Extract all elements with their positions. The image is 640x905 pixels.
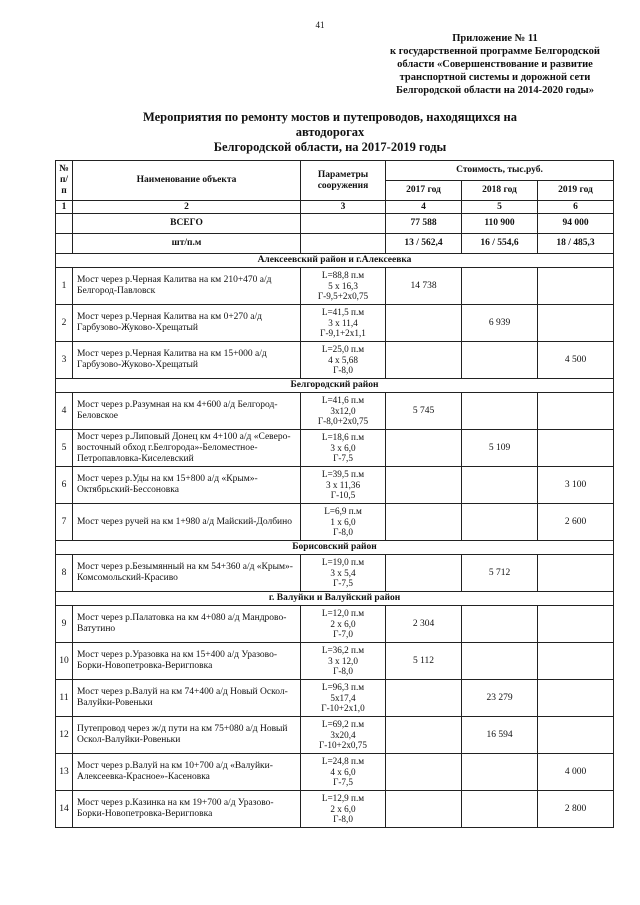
title-line: Белгородской области, на 2017-2019 годы <box>213 140 447 154</box>
bridge-row <box>56 430 614 467</box>
cost-2019 <box>538 393 614 430</box>
structure-params <box>301 791 386 828</box>
total-2018: 110 900 <box>462 214 538 234</box>
district-name: Борисовский район <box>56 541 614 555</box>
bridge-row <box>56 504 614 541</box>
cost-2017 <box>386 754 462 791</box>
structure-params <box>301 430 386 467</box>
object-name: Мост через р.Черная Калитва на км 15+000 а/д Гарбузово-Жуково-Хрещатый <box>73 342 301 379</box>
param-line: Г-8,0 <box>333 666 353 677</box>
param-line: L=25,0 п.м <box>321 343 365 354</box>
cost-2018: 23 279 <box>462 680 538 717</box>
param-line: L=96,3 п.м <box>321 681 365 692</box>
units-row <box>56 234 614 254</box>
structure-params <box>301 555 386 592</box>
bridge-row <box>56 555 614 592</box>
param-line: L=24,8 п.м <box>321 755 365 766</box>
cost-2018 <box>462 268 538 305</box>
bridge-row <box>56 467 614 504</box>
cost-2018: 5 712 <box>462 555 538 592</box>
cost-2019: 2 800 <box>538 791 614 828</box>
cost-2017 <box>386 467 462 504</box>
param-line: 5x17,4 <box>330 692 356 703</box>
cost-2019: 4 000 <box>538 754 614 791</box>
total-2017: 77 588 <box>386 214 462 234</box>
cost-2019 <box>538 305 614 342</box>
param-line: 3x20,4 <box>330 729 356 740</box>
row-number: 6 <box>56 467 73 504</box>
structure-params <box>301 680 386 717</box>
object-name: Мост через р.Валуй на км 10+700 а/д «Валуйки-Алексеевка-Красное»-Касеновка <box>73 754 301 791</box>
units-2019: 18 / 485,3 <box>538 234 614 254</box>
row-number: 3 <box>56 342 73 379</box>
cost-2019 <box>538 717 614 754</box>
param-line: 5 x 16,3 <box>328 280 358 291</box>
param-line: L=12,0 п.м <box>321 607 365 618</box>
bridge-row <box>56 791 614 828</box>
district-row <box>56 592 614 606</box>
structure-params <box>301 268 386 305</box>
param-line: L=39,5 п.м <box>321 468 365 479</box>
district-row <box>56 379 614 393</box>
param-line: L=69,2 п.м <box>321 718 365 729</box>
colnum: 2 <box>73 201 301 214</box>
row-number: 12 <box>56 717 73 754</box>
units-label: шт/п.м <box>73 234 301 254</box>
param-line: Г-9,1+2x1,1 <box>320 328 366 339</box>
title-line: Мероприятия по ремонту мостов и путепроводов, находящихся на автодорогах <box>142 110 517 139</box>
header-cost: Стоимость, тыс.руб. <box>386 161 614 181</box>
bridge-row <box>56 754 614 791</box>
district-row <box>56 254 614 268</box>
structure-params <box>301 717 386 754</box>
cost-2018 <box>462 754 538 791</box>
param-line: L=88,8 п.м <box>321 269 365 280</box>
row-number: 4 <box>56 393 73 430</box>
cost-2017: 5 112 <box>386 643 462 680</box>
bridge-row <box>56 342 614 379</box>
bridge-row <box>56 643 614 680</box>
param-line: Г-7,5 <box>333 578 353 589</box>
row-number: 9 <box>56 606 73 643</box>
param-line: 2 x 6,0 <box>330 803 356 814</box>
cost-2017: 2 304 <box>386 606 462 643</box>
param-line: Г-8,0 <box>333 527 353 538</box>
object-name: Мост через ручей на км 1+980 а/д Майский-Долбино <box>73 504 301 541</box>
cost-2018 <box>462 504 538 541</box>
cost-2019 <box>538 643 614 680</box>
header-name: Наименование объекта <box>73 161 301 201</box>
colnum: 1 <box>56 201 73 214</box>
object-name: Мост через р.Уразовка на км 15+400 а/д Уразово-Борки-Новопетровка-Веригповка <box>73 643 301 680</box>
appendix-line: транспортной системы и дорожной сети <box>399 72 591 83</box>
row-number: 13 <box>56 754 73 791</box>
bridge-row <box>56 680 614 717</box>
district-name: Белгородский район <box>56 379 614 393</box>
appendix-line: Белгородской области на 2014-2020 годы» <box>396 85 594 96</box>
cost-2019 <box>538 268 614 305</box>
structure-params <box>301 643 386 680</box>
param-line: Г-10,5 <box>330 490 356 501</box>
appendix-line: области «Совершенствование и развитие <box>397 59 593 70</box>
object-name: Мост через р.Уды на км 15+800 а/д «Крым»-Октябрьский-Бессоновка <box>73 467 301 504</box>
param-line: L=12,9 п.м <box>321 792 365 803</box>
appendix-line: к государственной программе Белгородской <box>390 46 600 57</box>
param-line: L=41,6 п.м <box>321 394 365 405</box>
cost-2017 <box>386 342 462 379</box>
param-line: 3x12,0 <box>330 405 356 416</box>
param-line: L=18,6 п.м <box>321 431 365 442</box>
cost-2019: 2 600 <box>538 504 614 541</box>
header-2017: 2017 год <box>386 181 462 201</box>
total-row <box>56 214 614 234</box>
bridge-row <box>56 268 614 305</box>
param-line: 3 x 5,4 <box>330 567 356 578</box>
structure-params <box>301 467 386 504</box>
row-number: 2 <box>56 305 73 342</box>
colnum: 3 <box>301 201 386 214</box>
cost-2018 <box>462 643 538 680</box>
appendix-line: Приложение № 11 <box>452 33 538 44</box>
structure-params <box>301 606 386 643</box>
cost-2019 <box>538 606 614 643</box>
param-line: L=36,2 п.м <box>321 644 365 655</box>
cost-2018 <box>462 342 538 379</box>
param-line: 4 x 5,68 <box>328 354 358 365</box>
row-number: 7 <box>56 504 73 541</box>
object-name: Путепровод через ж/д пути на км 75+080 а/д Новый Оскол-Валуйки-Ровеньки <box>73 717 301 754</box>
object-name: Мост через р.Валуй на км 74+400 а/д Новый Оскол-Валуйки-Ровеньки <box>73 680 301 717</box>
object-name: Мост через р.Разумная на км 4+600 а/д Белгород-Беловское <box>73 393 301 430</box>
cost-2017 <box>386 680 462 717</box>
header-params: Параметры сооружения <box>301 161 386 201</box>
district-row <box>56 541 614 555</box>
row-number: 5 <box>56 430 73 467</box>
structure-params <box>301 504 386 541</box>
bridge-row <box>56 717 614 754</box>
param-line: Г-7,0 <box>333 629 353 640</box>
param-line: Г-8,0 <box>333 814 353 825</box>
structure-params <box>301 342 386 379</box>
bridge-row <box>56 606 614 643</box>
header-num: № п/п <box>56 161 73 201</box>
cost-2019 <box>538 680 614 717</box>
param-line: Г-7,5 <box>333 453 353 464</box>
cost-2017 <box>386 791 462 828</box>
structure-params <box>301 305 386 342</box>
colnum: 4 <box>386 201 462 214</box>
cost-2017 <box>386 555 462 592</box>
row-number: 8 <box>56 555 73 592</box>
cost-2018 <box>462 791 538 828</box>
units-2018: 16 / 554,6 <box>462 234 538 254</box>
param-line: 3 x 6,0 <box>330 442 356 453</box>
district-name: г. Валуйки и Валуйский район <box>56 592 614 606</box>
bridge-row <box>56 393 614 430</box>
cost-2017: 5 745 <box>386 393 462 430</box>
param-line: Г-8,0 <box>333 365 353 376</box>
bridges-table <box>55 160 614 828</box>
param-line: 1 x 6,0 <box>330 516 356 527</box>
cost-2017 <box>386 305 462 342</box>
column-numbers-row <box>56 201 614 214</box>
object-name: Мост через р.Черная Калитва на км 210+470 а/д Белгород-Павловск <box>73 268 301 305</box>
cost-2018 <box>462 467 538 504</box>
param-line: L=41,5 п.м <box>321 306 365 317</box>
param-line: 3 x 11,4 <box>328 317 358 328</box>
structure-params <box>301 393 386 430</box>
object-name: Мост через р.Казинка на км 19+700 а/д Уразово-Борки-Новопетровка-Веригповка <box>73 791 301 828</box>
cost-2017: 14 738 <box>386 268 462 305</box>
param-line: 2 x 6,0 <box>330 618 356 629</box>
header-row <box>56 161 614 181</box>
cost-2018: 5 109 <box>462 430 538 467</box>
units-2017: 13 / 562,4 <box>386 234 462 254</box>
param-line: 4 x 6,0 <box>330 766 356 777</box>
param-line: Г-7,5 <box>333 777 353 788</box>
param-line: Г-10+2x1,0 <box>321 703 365 714</box>
cost-2019: 4 500 <box>538 342 614 379</box>
object-name: Мост через р.Безымянный на км 54+360 а/д «Крым»-Комсомольский-Красиво <box>73 555 301 592</box>
total-label: ВСЕГО <box>73 214 301 234</box>
total-2019: 94 000 <box>538 214 614 234</box>
row-number: 11 <box>56 680 73 717</box>
row-number: 14 <box>56 791 73 828</box>
param-line: 3 x 12,0 <box>328 655 358 666</box>
district-name: Алексеевский район и г.Алексеевка <box>56 254 614 268</box>
param-line: L=19,0 п.м <box>321 556 365 567</box>
row-number: 10 <box>56 643 73 680</box>
param-line: 3 x 11,36 <box>325 479 361 490</box>
document-title <box>120 110 540 155</box>
header-2018: 2018 год <box>462 181 538 201</box>
bridge-row <box>56 305 614 342</box>
cost-2019 <box>538 555 614 592</box>
cost-2017 <box>386 430 462 467</box>
param-line: Г-9,5+2x0,75 <box>317 291 369 302</box>
cost-2018: 16 594 <box>462 717 538 754</box>
param-line: Г-8,0+2x0,75 <box>317 416 369 427</box>
cost-2017 <box>386 717 462 754</box>
cost-2018 <box>462 606 538 643</box>
cost-2019: 3 100 <box>538 467 614 504</box>
object-name: Мост через р.Черная Калитва на км 0+270 а/д Гарбузово-Жуково-Хрещатый <box>73 305 301 342</box>
object-name: Мост через р.Палатовка на км 4+080 а/д Мандрово-Ватутино <box>73 606 301 643</box>
object-name: Мост через р.Липовый Донец км 4+100 а/д «Северо-восточный обход г.Белгорода»-Беломестное-Петропавловка-Киселевский <box>73 430 301 467</box>
cost-2018: 6 939 <box>462 305 538 342</box>
cost-2018 <box>462 393 538 430</box>
cost-2019 <box>538 430 614 467</box>
colnum: 6 <box>538 201 614 214</box>
appendix-note <box>380 32 610 97</box>
structure-params <box>301 754 386 791</box>
page-number: 41 <box>315 20 325 30</box>
colnum: 5 <box>462 201 538 214</box>
row-number: 1 <box>56 268 73 305</box>
param-line: L=6,9 п.м <box>324 505 362 516</box>
param-line: Г-10+2x0,75 <box>318 740 367 751</box>
header-2019: 2019 год <box>538 181 614 201</box>
cost-2017 <box>386 504 462 541</box>
